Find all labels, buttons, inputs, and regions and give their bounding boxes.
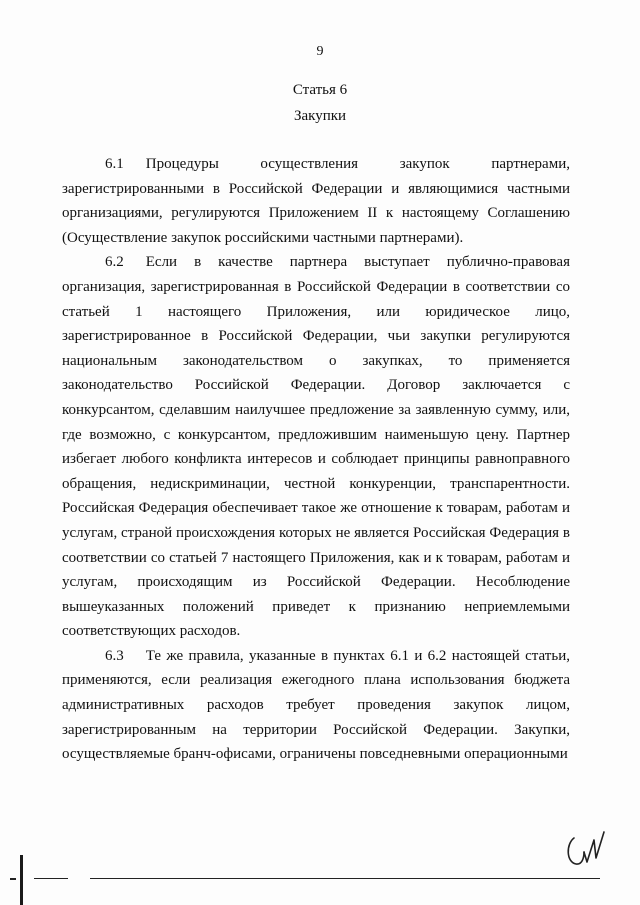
clause-number: 6.3	[105, 647, 124, 664]
paragraph-6-2	[62, 250, 570, 644]
handwritten-initials-icon	[560, 818, 620, 874]
page-number: 9	[316, 44, 324, 59]
paragraph-text: Если в качестве партнера выступает публично-правовая организация, зарегистрированная в Российской Федерации в соответствии со статьей 1 настоящего Приложения, или юридическое лицо, зарегистрированное в Российской Федерации, чьи закупки регулируются национальным законодательством о закупках, то применяется законодательство Российской Федерации. Договор заключается с конкурсантом, сделавшим наилучшее предложение за заявленную сумму, или, где возможно, с конкурсантом, предложившим наименьшую цену. Партнер избегает любого конфликта интересов и соблюдает принципы равноправного обращения, недискриминации, честной конкуренции, транспарентности. Российская Федерация обеспечивает такое же отношение к товарам, работам и услугам, страной происхождения которых не является Российская Федерация в соответствии со статьей 7 настоящего Приложения, как и к товарам, работам и услугам, происходящим из Российской Федерации. Несоблюдение вышеуказанных положений приведет к признанию неприемлемыми соответствующих расходов.	[62, 254, 570, 640]
footer-rule-tick	[10, 878, 16, 880]
scan-edge-mark	[20, 855, 23, 905]
article-body	[62, 152, 570, 767]
article-number-heading: Статья 6	[292, 82, 348, 98]
article-title: Закупки	[293, 108, 347, 124]
footer-rule-long	[90, 878, 600, 879]
clause-number: 6.2	[105, 254, 124, 271]
paragraph-6-3	[62, 644, 570, 767]
clause-number: 6.1	[105, 156, 124, 172]
paragraph-text: Те же правила, указанные в пунктах 6.1 и 6.2 настоящей статьи, применяются, если реализация ежегодного плана использования бюджета административных расходов требует проведения закупок лицом, зарегистрированным на территории Российской Федерации. Закупки, осуществляемые бранч-офисами, ограничены повседневными операционными	[62, 647, 570, 763]
paragraph-6-1	[62, 152, 570, 250]
paragraph-text: Процедуры осуществления закупок партнерами, зарегистрированными в Российской Федерации и являющимися частными организациями, регулируются Приложением II к настоящему Соглашению (Осуществление закупок российскими частными партнерами).	[62, 156, 570, 246]
footer-rule-short	[34, 878, 68, 879]
